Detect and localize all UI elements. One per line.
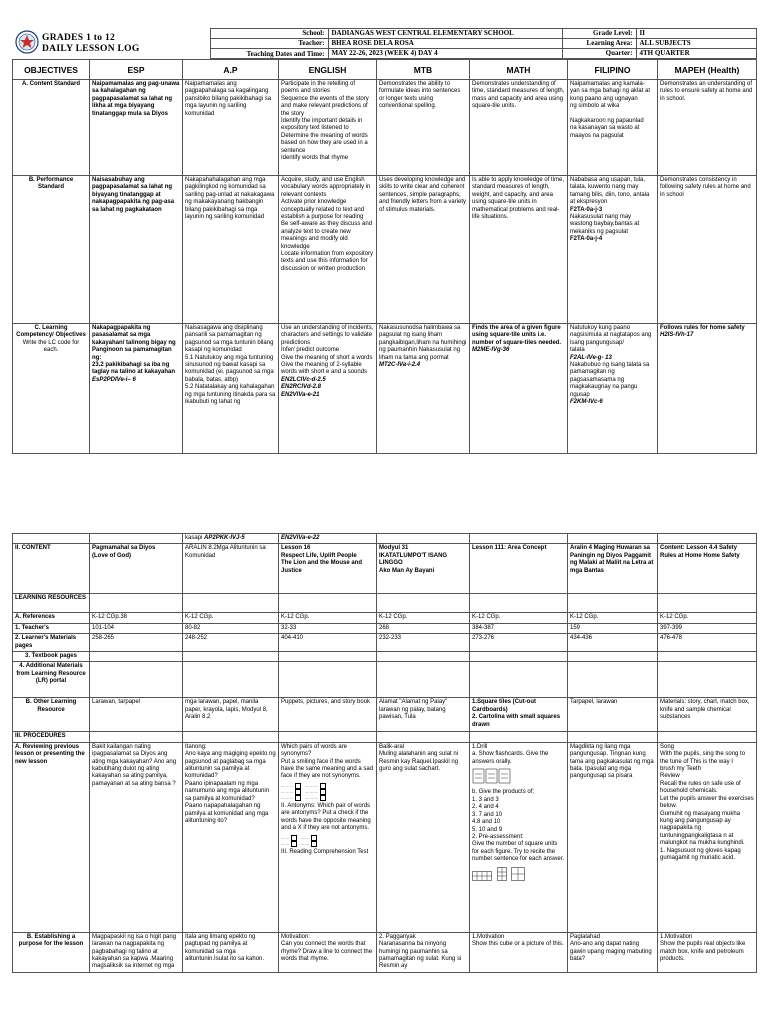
lc-math-cell [470, 324, 568, 454]
rev-english-cell [279, 742, 377, 932]
other-resources-row [13, 698, 757, 732]
lc-filipino-code2: F2KM-IVc-6 [570, 399, 603, 406]
carry-ap: kasapi [185, 535, 205, 541]
carryover-row [13, 534, 757, 544]
quarter-label: Quarter: [562, 49, 636, 59]
ps-math: Is able to apply knowledge of time, standard measures of length, weight, and capacity, and area using square-tile units in mathematical problems and real-life situations. [470, 176, 568, 324]
row-label-content-standard: A. Content Standard [13, 80, 90, 176]
cs-math: Demonstrates understanding of time, standard measures of length, mass and capacity and area using square-tile units. [470, 80, 568, 176]
rev-esp: Bakit kailangan nating ipagpasalamat sa Diyos ang ating mga kakayahan? Ano ang kabutihang dulot ng ating kakayahan sa ating pamilya, pamayanan at sa ating bansa ? [90, 742, 183, 932]
procedures-row [13, 732, 757, 742]
log-title-grades: GRADES 1 to 12 [42, 32, 116, 43]
teaching-dates-value: MAY 22-26, 2023 (WEEK 4) DAY 4 [328, 49, 562, 59]
row-label-performance-standard: B. Performance Standard [13, 176, 90, 324]
lc-esp-cell [90, 324, 183, 454]
other-mapeh: Materials: story, chart, match box, knife and sample chemical substances [658, 698, 757, 732]
rev-english-3: III. Reading Comprehension Test [281, 848, 369, 855]
square-units-image [472, 866, 565, 885]
content-math: Lesson 111: Area Concept [470, 544, 568, 594]
lc-esp: Nakapagpapakita ng pasasalamat sa mga kakayahan/ talinong bigay ng Panginoon sa pamamagitan ng: 23.2 pakikibahagi sa iba ng taglay na talino at kakayahan [92, 325, 176, 376]
log-title-daily: DAILY LESSON LOG [42, 43, 140, 54]
content-mtb: Modyul 31 IKATATLUMPO'T ISANG LINGGO Ako Man Ay Bayani [377, 544, 470, 594]
carry-english-code: EN2VIVa-e-22 [279, 534, 377, 544]
ps-esp: Naisasabuhay ang pagpapasalamat sa lahat ng biyayang tinatanggap at nakapagpapakita ng pag-asa sa lahat ng pagkakataon [90, 176, 183, 324]
lc-mapeh-cell [658, 324, 757, 454]
lc-mtb: Nakasusunodsa halimbawa sa pagsulat ng isang liham pangkaibigan,liham na humihingi ng paumanhin Nakasusulat ng liham na tama ang pormat [379, 325, 467, 361]
row-label-competency: C. Learning Competency/ Objectives [16, 325, 86, 339]
additional-row [13, 662, 757, 698]
subject-math: MATH [470, 60, 568, 80]
cs-mapeh: Demonstrates an understanding of rules to ensure safety at home and in school. [658, 80, 757, 176]
lc-english: Use an understanding of incidents, characters and settings to validate predictions Infer/ predict outcome Give the meaning of short a words Give the meaning of 2-syllable words with short e and a sounds [281, 325, 374, 376]
ps-filipino-cell [568, 176, 658, 324]
ref-esp: K-12 CGp.38 [90, 613, 183, 623]
lesson-log-page-2 [12, 533, 756, 973]
teacher-name: BHEA ROSE DELA ROSA [328, 39, 562, 49]
grade-level-label: Grade Level: [562, 29, 636, 39]
ref-english: K-12 CGp. [279, 613, 377, 623]
lm-mapeh: 476-478 [658, 634, 757, 652]
lc-math-code: M2ME-IVg-36 [472, 347, 510, 354]
row-label-textbook: 3. Textbook pages [13, 652, 90, 662]
subject-esp: ESP [90, 60, 183, 80]
carry-ap-cell [183, 534, 279, 544]
content-english: Lesson 16 Respect Life, Uplift People The Lion and the Mouse and Justice [279, 544, 377, 594]
tg-esp: 101-104 [90, 623, 183, 633]
ps-ap: Nakapahahalagahan ang mga pagkilingkod ng komunidad sa sariling pag-unlad at nakakagawa ng makakayanang hakbangin bilang pakikibahagi sa mga layunin ng sariling komunidad [183, 176, 279, 324]
learning-resources-row [13, 594, 757, 613]
ref-filipino: K-12 CGp. [568, 613, 658, 623]
row-label-learning-resources: LEARNING RESOURCES [13, 594, 90, 613]
lc-filipino: Natutukoy kung paano nagsisimula at nagtatapos ang isang pangungusap/ talata [570, 325, 652, 354]
rev-mtb: Balik-aral Muling alalahanin ang sulat ni Resmin kay Raquel.Ipaskil ng guro ang sulat sachart. [377, 742, 470, 932]
lm-english: 404-410 [279, 634, 377, 652]
ps-filipino-code2: F2TA-0a-j-4 [570, 236, 603, 243]
rev-math-2: b. Give the products of; 1. 3 and 3 2. 4 and 4 3. 7 and 10 4.8 and 10 5. 10 and 9 2. Pre-assessment: Give the number of square units for each figure. Try to recite the number sentence for each answer. [472, 789, 565, 863]
rev-english: Which pairs of words are synonyms? Put a smiling face if the words have the same meaning and a sad face if they are not synonyms. [281, 743, 374, 780]
lc-english-code-1: EN2LCIVc-d-2.5 [281, 376, 326, 383]
header-table [12, 28, 757, 59]
lc-math: Finds the area of a given figure using square-tile units i.e. number of square-tiles needed. [472, 325, 562, 346]
est-mtb: 2. Pagganyak Naranasanna ba ninyong humingi ng paumanhin sa pamamagitan ng sulat. Kung si Resmin ay [377, 932, 470, 972]
ref-mtb: K-12 CGp. [377, 613, 470, 623]
est-ap: Itala ang limang epekto ng pagtupad ng pamilya at komunidad sa mga alituntunin.Isulat ito sa kahon. [183, 932, 279, 972]
subject-mapeh: MAPEH (Health) [658, 60, 757, 80]
other-ap: mga larawan, papel, manila paper, krayola, lapis, Modyul 8, Aralin 8.2 [183, 698, 279, 732]
content-ap: ARALIN 8.2Mga Alituntunin sa Komunidad [183, 544, 279, 594]
tg-mapeh: 397-399 [658, 623, 757, 633]
cs-filipino: Naipamamalas ang kamala- yan sa mga bahagi ng aklat at kung paano ang ugnayan ng simbolo at wika Nagkakaroon ng papaunlad na kasanayan sa wasto at maayos na pagsulat [568, 80, 658, 176]
lc-english-code-3: EN2VIVa-e-21 [281, 391, 320, 398]
school-label: School: [210, 29, 328, 39]
teaching-dates-label: Teaching Dates and Time: [210, 49, 328, 59]
row-label-additional: 4. Additional Materials from Learning Resource (LR) portal [13, 662, 90, 698]
performance-standard-row [13, 176, 757, 324]
content-table [12, 533, 757, 973]
lc-filipino-code1: F2AL-IVe-g- 13 [570, 354, 612, 361]
lm-math: 273-276 [470, 634, 568, 652]
lc-mtb-code: MT2C-IVa-i-2.4 [379, 362, 421, 369]
objectives-header: OBJECTIVES [13, 60, 90, 80]
lm-ap: 248-252 [183, 634, 279, 652]
cs-esp: Naipamamalas ang pag-unawa sa kahalagahan ng pagpapasalamat sa lahat ng likha at mga biyayang tinatanggap mula sa Diyos [90, 80, 183, 176]
est-english: Motivation: Can you connect the words that rhyme? Draw a line to connect the words that rhyme. [279, 932, 377, 972]
cs-mtb: Demonstrates the ability to formulate ideas into sentences or longer texts using conventional spelling. [377, 80, 470, 176]
learning-area-value: ALL SUBJECTS [636, 39, 756, 49]
row-label-other: B. Other Learning Resource [13, 698, 90, 732]
tg-mtb: 268 [377, 623, 470, 633]
teacher-label: Teacher: [210, 39, 328, 49]
lm-filipino: 434-436 [568, 634, 658, 652]
lc-ap: Naisasagawa ang disiplinang pansarili sa pamamagitan ng pagsunod sa mga tuntunin bilang kasapi ng komunidad 5.1 Natutukoy ang mga tuntuning sinusunod ng bawat kasapi sa komunidad (ei. pagsunod sa mga babala, batas, atbp) 5.2 Natatalakay ang kahalagahan ng mga tuntuning itinakda para sa ikabubuti ng lahat ng [183, 324, 279, 454]
lc-filipino-2: Nakabubuo ng isang talata sa pamamagitan ng pagsasamasama ng magkakaugnay na pangu ngusap [570, 362, 650, 398]
lc-english-code-2: EN2RCIVd-2.8 [281, 384, 322, 391]
synonym-exercise-image: — — — — — — — — — — — — — — — — — — [281, 783, 374, 801]
rev-filipino: Magdikta ng ilang mga pangungusap. Tingnan kung tama ang pagkakasulat ng mga bata. Ipasulat ang mga pangungusap sa pisara [568, 742, 658, 932]
subject-ap: A.P [183, 60, 279, 80]
references-row [13, 613, 757, 623]
lc-filipino-cell [568, 324, 658, 454]
other-mtb: Alamat "Alamat ng Palay" larawan ng palay, batang pawisan, Tula [377, 698, 470, 732]
est-math: 1.Motivation Show this cube or a picture of this. [470, 932, 568, 972]
seal-icon [15, 30, 39, 54]
cs-english: Participate in the retelling of poems and stories Sequence the events of the story and make relevant predictions of the story Identify the important details in expository text listened to Determine the meaning of words based on how they are used in a sentence Identify words that rhyme [279, 80, 377, 176]
rev-ap: Itanong: Ano kaya ang magiging epekto ng pagsunod at paglabag sa mga alituntunin sa pamilya at komunidad? Paano ipinapaalam ng mga namumuno ang mga alituntunin sa pamilya at komunidad? Paano napapahalagahan ng pamilya at komunidad ang mga alituntuning ito? [183, 742, 279, 932]
content-standard-row [13, 80, 757, 176]
content-filipino: Aralin 4 Maging Huwaran sa Paningin ng Diyos Paggamit ng Malaki at Maliit na Letra at mga Bantas [568, 544, 658, 594]
ps-filipino-2: Nakasusulat nang may wastong baybay,bantas at mekaniks ng pagsulat [570, 214, 640, 235]
school-name: DADIANGAS WEST CENTRAL ELEMENTARY SCHOOL [328, 29, 562, 39]
ps-mtb: Uses developing knowledge and skills to write clear and coherent sentences, simple paragraphs, and friendly letters from a variety of stimulus materials. [377, 176, 470, 324]
row-label-competency-cell [13, 324, 90, 454]
ps-filipino: Nababasa ang usapan, tula, talata, kuwento nang may tamang bilis, diin, tono, antala at ekspresyon [570, 177, 650, 206]
learners-row [13, 634, 757, 652]
lc-english-cell [279, 324, 377, 454]
content-row [13, 544, 757, 594]
lm-esp: 258-265 [90, 634, 183, 652]
ps-mapeh: Demonstrates consistency in following safety rules at home and in school [658, 176, 757, 324]
ref-math: K-12 CGp. [470, 613, 568, 623]
row-sublabel-competency: Write the LC code for each. [22, 339, 80, 354]
quarter-value: 4TH QUARTER [636, 49, 756, 59]
teachers-row [13, 623, 757, 633]
establishing-row [13, 932, 757, 972]
content-mapeh: Content: Lesson 4.4 Safety Rules at Home Home Safety [658, 544, 757, 594]
lc-mtb-cell [377, 324, 470, 454]
content-esp: Pagmamahal sa Diyos (Love of God) [90, 544, 183, 594]
lc-mapeh-code: H2IS-IVh-17 [660, 332, 694, 339]
tg-filipino: 159 [568, 623, 658, 633]
ps-english: Acquire, study, and use English vocabulary words appropriately in relevant contexts Activate prior knowledge conceptually related to text and establish a purpose for reading Be self-aware as they discuss and analyze text to create new meanings and modify old knowledge Locate information from expository texts and use this information for discussion or written production [279, 176, 377, 324]
row-label-reviewing: A. Reviewing previous lesson or presenting the new lesson [13, 742, 90, 932]
rev-mapeh: Song With the pupils, sing the song to the tune of This is the way I brush my Teeth Review Recall the rules on safe use of household chemicals. Let the pupils answer the exercises below. Gumuhit ng masayang mukha kung ang pangungusap ay nagpapakita ng tuntuningpangkaligtasa n at malungkot na mukha kunghindi. 1. Nagsusuot ng gloves kapag gumagamit ng muriatic acid. [658, 742, 757, 932]
carry-ap-code: AP2PKK-IVJ-5 [204, 535, 245, 541]
flashcards-image [472, 768, 565, 787]
subject-mtb: MTB [377, 60, 470, 80]
learning-area-label: Learning Area: [562, 39, 636, 49]
other-math: 1.Square tiles (Cut-out Cardboards) 2. Cartolina with small squares drawn [470, 698, 568, 732]
rev-math: 1.Drill a. Show flashcards. Give the answers orally. [472, 743, 549, 765]
est-esp: Magpapaskil ng isa o higit pang larawan na nagpapakita ng pagbabahagi ng talino at kakayahan sa kapwa .Maaring magsaliksik sa internet ng mga [90, 932, 183, 972]
textbook-row [13, 652, 757, 662]
row-label-references: A. References [13, 613, 90, 623]
est-mapeh: 1.Motivation Show the pupils real objects like match box, knife and petroleum products. [658, 932, 757, 972]
lm-mtb: 232-233 [377, 634, 470, 652]
ref-mapeh: K-12 CGp. [658, 613, 757, 623]
lc-esp-code: EsP2PDIVe-i– 6 [92, 376, 136, 383]
rev-math-cell [470, 742, 568, 932]
row-label-content: II. CONTENT [13, 544, 90, 594]
objectives-table [12, 59, 757, 454]
reviewing-row [13, 742, 757, 932]
lesson-log-page-1 [12, 28, 756, 454]
ref-ap: K-12 CGp. [183, 613, 279, 623]
tg-english: 32-33 [279, 623, 377, 633]
tg-ap: 80-82 [183, 623, 279, 633]
deped-logo [12, 29, 40, 59]
competency-row [13, 324, 757, 454]
row-label-learners: 2. Learner's Materials pages [13, 634, 90, 652]
row-label-establishing: B. Establishing a purpose for the lesson [13, 932, 90, 972]
row-label-teachers: 1. Teacher's [13, 623, 90, 633]
cs-ap: Naipamamalas ang pagpapahalaga sa kagalingang pansibiko bilang pakikibahagi sa mga layunin ng sariling komunidad [183, 80, 279, 176]
lc-mapeh: Follows rules for home safety [660, 325, 745, 331]
antonym-exercise-image: — — — — — — — — [281, 835, 374, 847]
other-esp: Larawan, tarpapel [90, 698, 183, 732]
subject-english: ENGLISH [279, 60, 377, 80]
rev-english-2: II. Antonyms: Which pair of words are antonyms? Put a check if the words have the opposite meaning and a X if they are not antonyms. [281, 802, 371, 832]
other-filipino: Tarpapel, larawan [568, 698, 658, 732]
grade-level-value: II [636, 29, 756, 39]
est-filipino: Paglalahad Ano-ano ang dapat nating gawin upang maging mabuting bata? [568, 932, 658, 972]
row-label-procedures: III. PROCEDURES [13, 732, 90, 742]
ps-filipino-code1: F2TA-0a-j-3 [570, 206, 603, 213]
other-english: Puppets, pictures, and story book [279, 698, 377, 732]
tg-math: 384-387 [470, 623, 568, 633]
subject-filipino: FILIPINO [568, 60, 658, 80]
